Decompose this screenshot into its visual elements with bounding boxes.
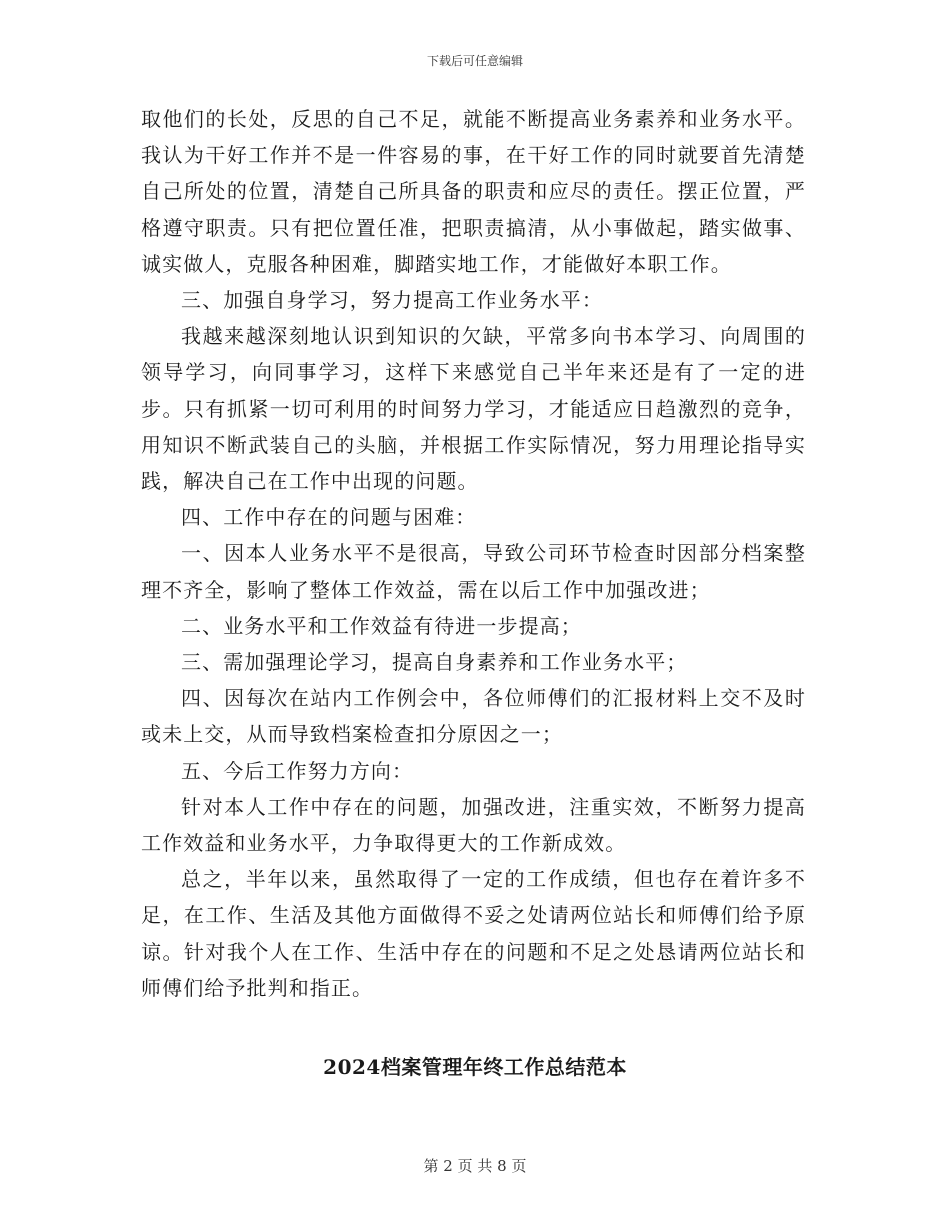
section-heading: 三、加强自身学习，努力提高工作业务水平：: [181, 288, 603, 313]
paragraph: 我越来越深刻地认识到知识的欠缺，平常多向书本学习、向周围的领导学习，向同事学习，这样下来感觉自己半年来还是有了一定的进步。只有抓紧一切可利用的时间努力学习，才能适应日趋激烈的竞争，用知识不断武装自己的头脑，并根据工作实际情况，努力用理论指导实践，解决自己在工作中出现的问题。: [141, 324, 806, 494]
paragraph: 针对本人工作中存在的问题，加强改进，注重实效，不断努力提高工作效益和业务水平，力争取得更大的工作新成效。: [141, 794, 806, 856]
list-item: 一、因本人业务水平不是很高，导致公司环节检查时因部分档案整理不齐全，影响了整体工作效益，需在以后工作中加强改进；: [141, 541, 806, 602]
next-document-title: 2024档案管理年终工作总结范本: [323, 1055, 627, 1079]
paragraph: 取他们的长处，反思的自己不足，就能不断提高业务素养和业务水平。我认为干好工作并不是一件容易的事，在干好工作的同时就要首先清楚自己所处的位置，清楚自己所具备的职责和应尽的责任。摆正位置，严格遵守职责。只有把位置任准，把职责搞清，从小事做起，踏实做事、诚实做人，克服各种困难，脚踏实地工作，才能做好本职工作。: [141, 107, 806, 276]
list-item: 四、因每次在站内工作例会中，各位师傅们的汇报材料上交不及时或未上交，从而导致档案检查扣分原因之一；: [141, 686, 806, 747]
page-header: 下载后可任意编辑: [426, 54, 523, 68]
page-number: 第 2 页 共 8 页: [423, 1157, 527, 1175]
section-heading: 四、工作中存在的问题与困难：: [181, 505, 477, 530]
paragraph: 总之，半年以来，虽然取得了一定的工作成绩，但也存在着许多不足，在工作、生活及其他方面做得不妥之处请两位站长和师傅们给予原谅。针对我个人在工作、生活中存在的问题和不足之处恳请两位站长和师傅们给予批判和指正。: [141, 867, 806, 1000]
list-item: 二、业务水平和工作效益有待进一步提高；: [181, 613, 582, 638]
document-body: [141, 101, 806, 1006]
list-item: 三、需加强理论学习，提高自身素养和工作业务水平；: [181, 650, 688, 675]
section-heading: 五、今后工作努力方向：: [181, 758, 414, 783]
